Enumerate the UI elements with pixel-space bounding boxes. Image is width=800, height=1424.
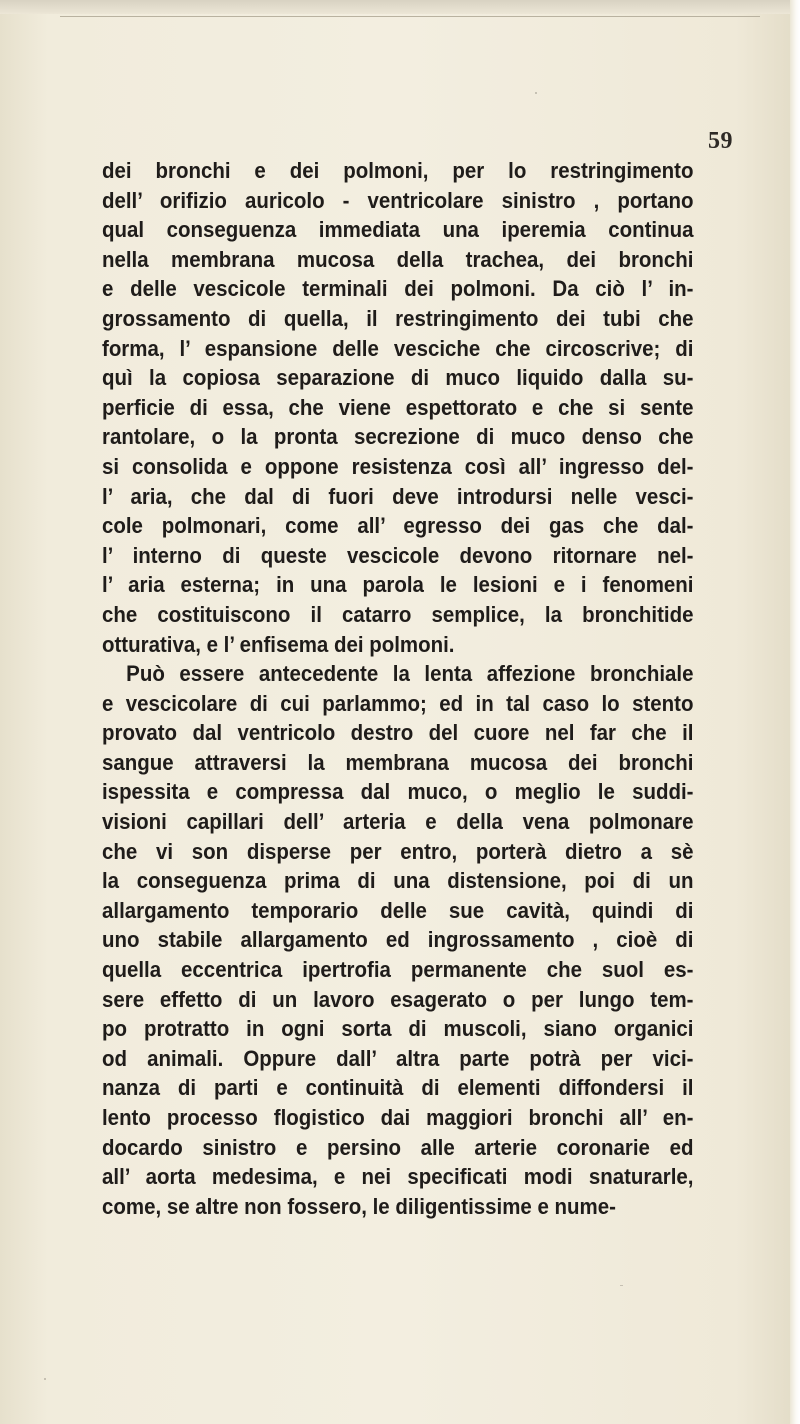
text-line: po protratto in ogni sorta di muscoli, siano organici [102,1016,694,1042]
text-line: l’ interno di queste vescicole devono ritornare nel- [102,542,694,568]
text-line: Può essere antecedente la lenta affezione bronchiale [126,661,694,687]
text-line: grossamento di quella, il restringimento dei tubi che [102,305,694,331]
text-line: l’ aria esterna; in una parola le lesioni e i fenomeni [102,572,694,598]
text-line: otturativa, e l’ enfisema dei polmoni. [102,631,455,657]
paper-speck [44,1378,46,1380]
text-line: ispessita e compressa dal muco, o meglio le suddi- [102,779,694,805]
text-line: rantolare, o la pronta secrezione di muco denso che [102,424,694,450]
text-line: dell’ orifizio auricolo - ventricolare sinistro , portano [102,187,694,213]
text-line: la conseguenza prima di una distensione, poi di un [102,868,694,894]
text-line: cole polmonari, come all’ egresso dei gas che dal- [102,513,694,539]
text-line: e vescicolare di cui parlammo; ed in tal caso lo stento [102,690,694,716]
text-line: allargamento temporario delle sue cavità, quindi di [102,897,694,923]
text-line: all’ aorta medesima, e nei specificati modi snaturarle, [102,1164,694,1190]
paragraph [102,156,693,659]
text-line: nella membrana mucosa della trachea, dei bronchi [102,246,694,272]
text-line: lento processo flogistico dai maggiori bronchi all’ en- [102,1105,694,1130]
text-line: quella eccentrica ipertrofia permanente che suol es- [102,957,694,983]
body-text [102,156,693,1221]
text-line: che vi son disperse per entro, porterà dietro a sè [102,838,694,864]
text-line: forma, l’ espansione delle vesciche che circoscrive; di [102,335,694,361]
text-line: provato dal ventricolo destro del cuore nel far che il [102,720,694,746]
text-line: visioni capillari dell’ arteria e della vena polmonare [102,809,694,835]
page-top-rule [60,16,760,17]
text-line: perficie di essa, che viene espettorato e che si sente [102,394,694,420]
text-line: sere effetto di un lavoro esagerato o per lungo tem- [102,986,694,1012]
page-number: 59 [708,128,733,154]
text-line: docardo sinistro e persino alle arterie coronarie ed [102,1134,694,1160]
text-line: che costituiscono il catarro semplice, la bronchitide [102,601,694,627]
text-line: qual conseguenza immediata una iperemia continua [102,217,694,243]
text-line: nanza di parti e continuità di elementi diffondersi il [102,1075,694,1101]
text-line: e delle vescicole terminali dei polmoni. Da ciò l’ in- [102,276,694,302]
text-line: quì la copiosa separazione di muco liquido dalla su- [102,365,694,391]
text-line: od animali. Oppure dall’ altra parte potrà per vici- [102,1045,694,1071]
text-line: sangue attraversi la membrana mucosa dei bronchi [102,749,694,775]
paper-speck [535,92,537,94]
text-line: l’ aria, che dal di fuori deve introdursi nelle vesci- [102,483,694,509]
text-line: si consolida e oppone resistenza così all’ ingresso del- [102,453,694,479]
text-line: dei bronchi e dei polmoni, per lo restringimento [102,158,694,183]
text-line: uno stabile allargamento ed ingrossamento , cioè di [102,927,694,953]
page-top-edge [0,0,800,14]
paragraph [102,659,693,1221]
page-right-edge [790,0,800,1424]
text-line: come, se altre non fossero, le diligentissime e nume- [102,1193,616,1219]
paper-speck [620,1285,623,1286]
